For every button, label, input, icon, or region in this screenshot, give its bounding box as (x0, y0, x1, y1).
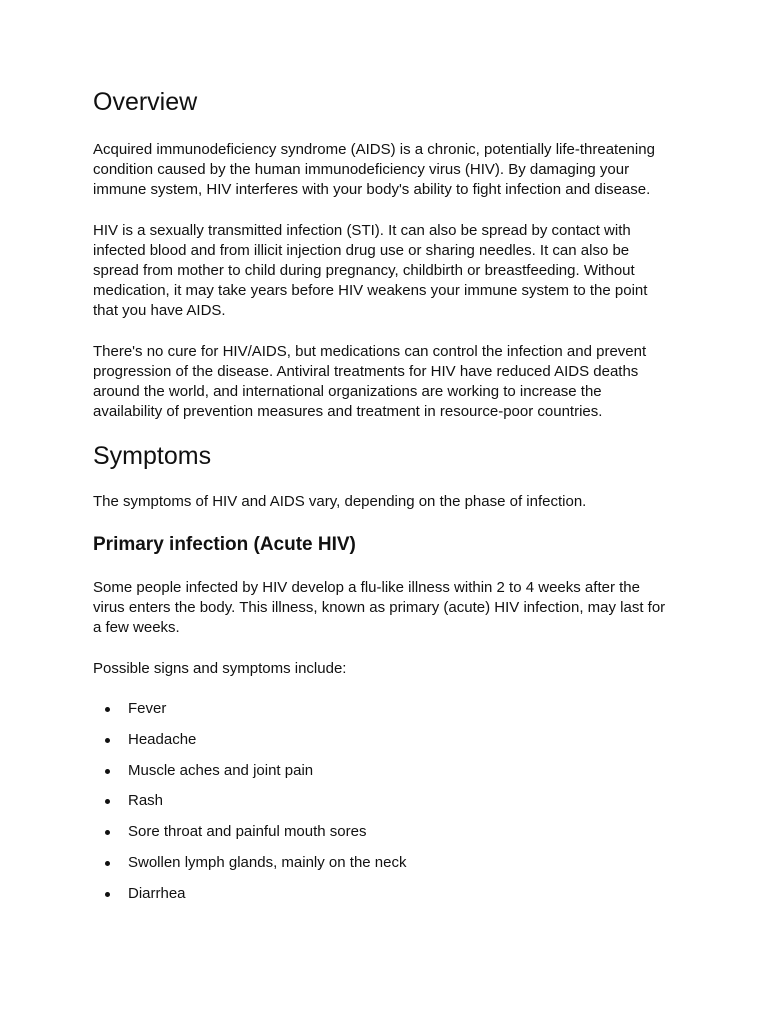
list-item-text: Fever (128, 700, 167, 717)
primary-infection-paragraph: Some people infected by HIV develop a flu-like illness within 2 to 4 weeks after the virus enters the body. This illness, known as primary (acute) HIV infection, may last for a few weeks. (93, 579, 666, 636)
symptom-list (93, 699, 672, 904)
bullet-icon (105, 830, 110, 835)
bullet-icon (105, 799, 110, 804)
bullet-icon (105, 892, 110, 897)
bullet-icon (105, 861, 110, 866)
primary-infection-heading: Primary infection (Acute HIV) (93, 534, 356, 555)
overview-paragraph-1: Acquired immunodeficiency syndrome (AIDS) is a chronic, potentially life-threatening condition caused by the human immunodeficiency virus (HIV). By damaging your immune system, HIV interferes with your body's ability to fight infection and disease. (93, 141, 655, 198)
list-item-text: Rash (128, 792, 164, 810)
list-item (93, 761, 672, 781)
list-item (93, 791, 672, 811)
bullet-icon (105, 707, 110, 712)
list-item-text: Muscle aches and joint pain (128, 761, 314, 779)
symptoms-intro: The symptoms of HIV and AIDS vary, depending on the phase of infection. (93, 493, 587, 510)
symptom-list-intro: Possible signs and symptoms include: (93, 660, 347, 677)
symptoms-heading: Symptoms (93, 442, 212, 470)
bullet-icon (105, 769, 110, 774)
list-item (93, 853, 672, 873)
overview-paragraph-2: HIV is a sexually transmitted infection (STI). It can also be spread by contact with infected blood and from illicit injection drug use or sharing needles. It can also be spread from mother to child during pregnancy, childbirth or breastfeeding. Without medication, it may take years before HIV weakens your immune system to the point that you have AIDS. (93, 222, 648, 319)
list-item (93, 730, 672, 750)
list-item-text: Headache (128, 730, 197, 748)
list-item (93, 822, 672, 842)
overview-paragraph-3: There's no cure for HIV/AIDS, but medications can control the infection and prevent progression of the disease. Antiviral treatments for HIV have reduced AIDS deaths around the world, and international organizations are working to increase the availability of prevention measures and treatment in resource-poor countries. (93, 343, 647, 420)
list-item-text: Sore throat and painful mouth sores (128, 823, 367, 841)
list-item (93, 884, 672, 904)
list-item-text: Diarrhea (128, 884, 186, 902)
list-item (93, 699, 672, 719)
overview-heading: Overview (93, 88, 198, 116)
list-item-text: Swollen lymph glands, mainly on the neck (128, 853, 407, 871)
bullet-icon (105, 738, 110, 743)
